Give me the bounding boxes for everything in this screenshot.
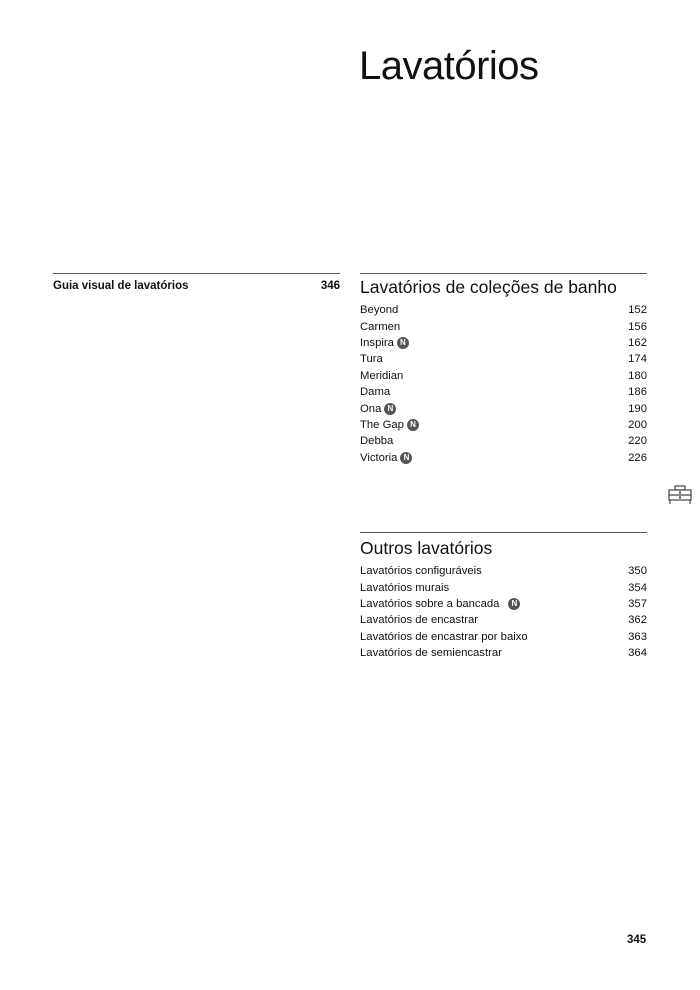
toc-entry-name <box>360 631 528 643</box>
others-section <box>360 538 647 661</box>
toc-entry-label: Lavatórios de semiencastrar <box>360 647 502 660</box>
section-heading: Outros lavatórios <box>360 538 493 558</box>
toc-entry-page: 180 <box>628 369 647 382</box>
toc-entry-name <box>360 598 520 610</box>
toc-entry-visual-guide[interactable] <box>53 280 340 292</box>
toc-entry-label: Guia visual de lavatórios <box>53 280 189 292</box>
toc-list <box>360 302 647 466</box>
toc-entry-page: 226 <box>628 451 647 464</box>
toc-entry-label: Victoria <box>360 451 398 464</box>
toc-entry-label: Carmen <box>360 320 401 333</box>
toc-entry-page: 350 <box>628 565 647 578</box>
toc-entry[interactable] <box>360 629 647 645</box>
toc-entry-name <box>360 386 390 398</box>
toc-entry[interactable] <box>360 417 647 433</box>
toc-entry[interactable] <box>360 579 647 595</box>
toc-entry-page: 156 <box>628 320 647 333</box>
new-badge-icon: N <box>397 337 409 349</box>
toc-entry[interactable] <box>360 368 647 384</box>
toc-entry[interactable] <box>360 400 647 416</box>
page-number: 345 <box>627 934 647 946</box>
new-badge-icon: N <box>508 598 520 610</box>
toc-entry[interactable] <box>360 433 647 449</box>
toc-entry[interactable] <box>360 335 647 351</box>
divider <box>53 273 340 274</box>
toc-entry-name <box>360 565 482 577</box>
toc-entry-page: 174 <box>628 353 647 366</box>
toc-entry-page: 190 <box>628 402 647 415</box>
section-heading: Lavatórios de coleções de banho <box>360 277 617 297</box>
toc-entry[interactable] <box>360 596 647 612</box>
toc-entry-name <box>360 403 396 415</box>
toc-entry-page: 152 <box>628 304 647 317</box>
toc-entry-name <box>360 419 419 431</box>
toc-entry-label: Ona <box>360 402 382 415</box>
toc-entry-label: Lavatórios configuráveis <box>360 565 482 578</box>
toc-entry-label: Debba <box>360 435 394 448</box>
toc-entry-name <box>360 614 478 626</box>
toc-entry-page: 200 <box>628 418 647 431</box>
toc-entry-label: Lavatórios sobre a bancada <box>360 597 500 610</box>
toc-entry[interactable] <box>360 318 647 334</box>
toc-entry-page: 354 <box>628 581 647 594</box>
toc-entry-name <box>360 353 383 365</box>
toc-entry-label: Beyond <box>360 304 399 317</box>
toc-entry-name <box>360 321 400 333</box>
toc-entry-label: Lavatórios de encastrar por baixo <box>360 630 528 643</box>
toc-entry-page: 364 <box>628 647 647 660</box>
new-badge-icon: N <box>400 452 412 464</box>
toc-entry[interactable] <box>360 351 647 367</box>
toc-entry-page: 363 <box>628 630 647 643</box>
toc-entry-page: 186 <box>628 386 647 399</box>
toc-entry-label: Lavatórios murais <box>360 581 450 594</box>
toc-entry[interactable] <box>360 645 647 661</box>
vanity-unit-icon <box>667 485 693 505</box>
toc-entry-label: Lavatórios de encastrar <box>360 614 479 627</box>
toc-entry-name <box>360 337 409 349</box>
toc-entry-name <box>360 582 449 594</box>
toc-entry[interactable] <box>360 302 647 318</box>
toc-entry-name <box>360 304 398 316</box>
toc-entry-label: Dama <box>360 386 391 399</box>
new-badge-icon: N <box>407 419 419 431</box>
toc-entry-label: Inspira <box>360 336 394 349</box>
toc-list <box>360 563 647 661</box>
toc-entry-page: 357 <box>628 597 647 610</box>
toc-entry-page: 220 <box>628 435 647 448</box>
toc-entry-name <box>360 435 393 447</box>
collections-section <box>360 277 647 466</box>
toc-entry-name <box>360 647 502 659</box>
toc-entry[interactable] <box>360 612 647 628</box>
toc-entry-page: 362 <box>628 614 647 627</box>
toc-entry-name <box>360 370 403 382</box>
toc-entry-label: Tura <box>360 353 383 366</box>
page-title: Lavatórios <box>359 44 539 88</box>
divider <box>360 532 647 533</box>
toc-entry[interactable] <box>360 450 647 466</box>
toc-entry-page: 162 <box>628 336 647 349</box>
new-badge-icon: N <box>384 403 396 415</box>
toc-entry-name <box>360 452 412 464</box>
toc-entry-label: The Gap <box>360 418 404 431</box>
toc-entry[interactable] <box>360 384 647 400</box>
toc-entry-page: 346 <box>320 280 340 292</box>
toc-entry[interactable] <box>360 563 647 579</box>
toc-entry-label: Meridian <box>360 369 404 382</box>
divider <box>360 273 647 274</box>
